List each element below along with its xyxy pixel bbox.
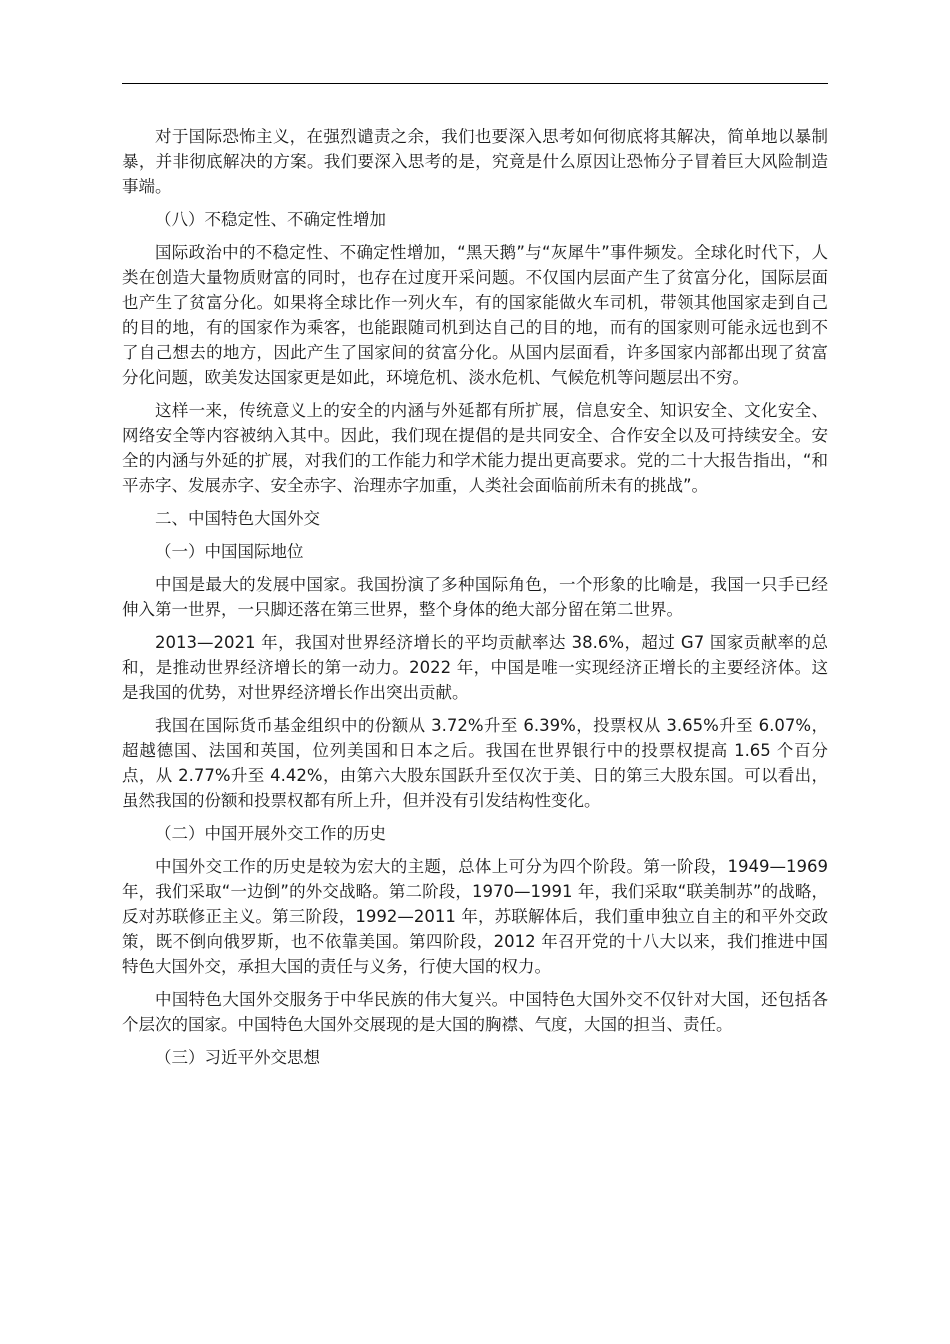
para-instability: 国际政治中的不稳定性、不确定性增加，“黑天鹅”与“灰犀牛”事件频发。全球化时代下，人类在创造大量物质财富的同时，也存在过度开采问题。不仅国内层面产生了贫富分化，国际层面也产生了贫富分化。如果将全球比作一列火车，有的国家能做火车司机，带领其他国家走到自己的目的地，有的国家作为乘客，也能跟随司机到达自己的目的地，而有的国家则可能永远也到不了自己想去的地方，因此产生了国家间的贫富分化。从国内层面看，许多国家内部都出现了贫富分化问题，欧美发达国家更是如此，环境危机、淡水危机、气候危机等问题层出不穷。 xyxy=(122,243,828,387)
heading-part-2: 二、中国特色大国外交 xyxy=(155,509,320,528)
para-imf-worldbank: 我国在国际货币基金组织中的份额从 3.72%升至 6.39%，投票权从 3.65%升至 6.07%，超越德国、法国和英国，位列美国和日本之后。我国在世界银行中的投票权提高 1.65 个百分点，从 2.77%升至 4.42%，由第六大股东国跃升至仅次于美、日的第三大股东国。可以看出，虽然我国的份额和投票权都有所上升，但并没有引发结构性变化。 xyxy=(122,716,828,810)
header-rule xyxy=(122,83,828,84)
para-developing-country: 中国是最大的发展中国家。我国扮演了多种国际角色，一个形象的比喻是，我国一只手已经伸入第一世界，一只脚还落在第三世界，整个身体的绝大部分留在第二世界。 xyxy=(122,575,828,619)
heading-section-1: （一）中国国际地位 xyxy=(155,542,304,561)
heading-section-2: （二）中国开展外交工作的历史 xyxy=(155,824,386,843)
para-terrorism: 对于国际恐怖主义，在强烈谴责之余，我们也要深入思考如何彻底将其解决，简单地以暴制暴，并非彻底解决的方案。我们要深入思考的是，究竟是什么原因让恐怖分子冒着巨大风险制造事端。 xyxy=(122,127,828,196)
para-economic-contribution: 2013—2021 年，我国对世界经济增长的平均贡献率达 38.6%，超过 G7 国家贡献率的总和，是推动世界经济增长的第一动力。2022 年，中国是唯一实现经济正增长的主要经济体。这是我国的优势，对世界经济增长作出突出贡献。 xyxy=(122,633,828,702)
heading-section-3: （三）习近平外交思想 xyxy=(155,1048,320,1067)
document-body xyxy=(122,124,828,1078)
para-security: 这样一来，传统意义上的安全的内涵与外延都有所扩展，信息安全、知识安全、文化安全、网络安全等内容被纳入其中。因此，我们现在提倡的是共同安全、合作安全以及可持续安全。安全的内涵与外延的扩展，对我们的工作能力和学术能力提出更高要求。党的二十大报告指出，“和平赤字、发展赤字、安全赤字、治理赤字加重，人类社会面临前所未有的挑战”。 xyxy=(122,401,828,495)
para-major-country-diplomacy: 中国特色大国外交服务于中华民族的伟大复兴。中国特色大国外交不仅针对大国，还包括各个层次的国家。中国特色大国外交展现的是大国的胸襟、气度，大国的担当、责任。 xyxy=(122,990,828,1034)
para-diplomacy-history: 中国外交工作的历史是较为宏大的主题，总体上可分为四个阶段。第一阶段，1949—1969 年，我们采取“一边倒”的外交战略。第二阶段，1970—1991 年，我们采取“联美制苏”的战略，反对苏联修正主义。第三阶段，1992—2011 年，苏联解体后，我们重申独立自主的和平外交政策，既不倒向俄罗斯，也不依靠美国。第四阶段，2012 年召开党的十八大以来，我们推进中国特色大国外交，承担大国的责任与义务，行使大国的权力。 xyxy=(122,857,828,976)
heading-section-8: （八）不稳定性、不确定性增加 xyxy=(155,210,386,229)
